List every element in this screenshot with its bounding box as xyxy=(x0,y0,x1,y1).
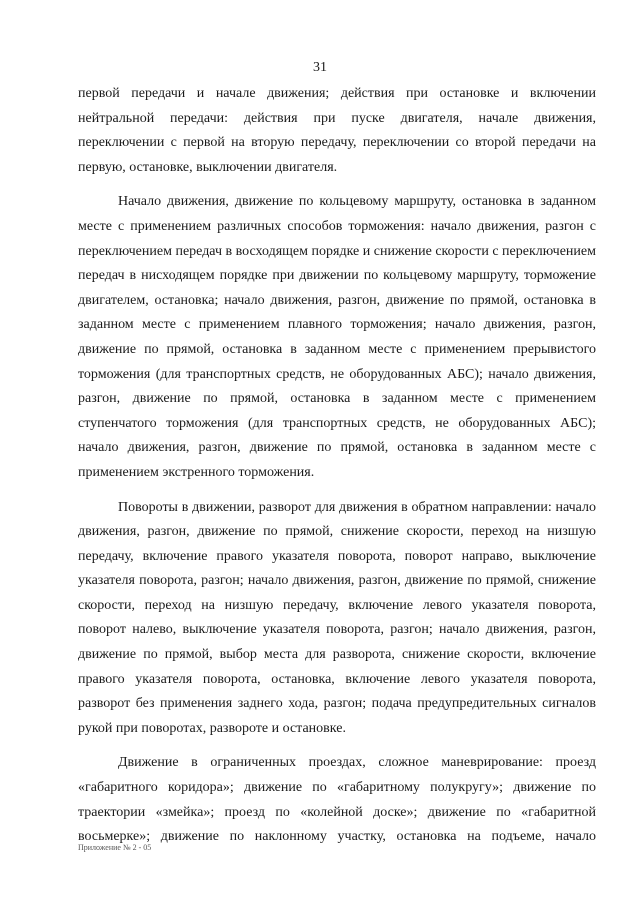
page-number: 31 xyxy=(313,60,327,75)
footer-note: Приложение № 2 - 05 xyxy=(78,843,152,852)
paragraph-braking: Начало движения, движение по кольцевому маршруту, остановка в заданном месте с применением различных способов торможения: начало движения, разгон с переключением передач в восходящем порядке и снижение скорости с переключением передач в нисходящем порядке при движении по кольцевому маршруту, торможение двигателем, остановка; начало движения, разгон, движение по прямой, остановка в заданном месте с применением плавного торможения; начало движения, разгон, движение по прямой, остановка в заданном месте с применением прерывистого торможения (для транспортных средств, не оборудованных АБС); начало движения, разгон, движение по прямой, остановка в заданном месте с применением ступенчатого торможения (для транспортных средств, не оборудованных АБС); начало движения, разгон, движение по прямой, остановка в заданном месте с применением экстренного торможения. xyxy=(78,194,596,480)
document-body xyxy=(78,82,596,850)
paragraph-gear-shifting: первой передачи и начале движения; действия при остановке и включении нейтральной передачи: действия при пуске двигателя, начале движения, переключении с первой на вторую передачу, переключении со второй передачи на первую, остановке, выключении двигателя. xyxy=(78,86,596,175)
paragraph-turns: Повороты в движении, разворот для движения в обратном направлении: начало движения, разгон, движение по прямой, снижение скорости, переход на низшую передачу, включение правого указателя поворота, поворот направо, выключение указателя поворота, разгон; начало движения, разгон, движение по прямой, снижение скорости, переход на низшую передачу, включение левого указателя поворота, поворот налево, выключение указателя поворота, разгон; начало движения, разгон, движение по прямой, выбор места для разворота, снижение скорости, включение правого указателя поворота, остановка, включение левого указателя поворота, разворот без применения заднего хода, разгон; подача предупредительных сигналов рукой при поворотах, развороте и остановке. xyxy=(78,499,596,736)
paragraph-maneuvering: Движение в ограниченных проездах, сложное маневрирование: проезд «габаритного коридора»; движение по «габаритному полукругу»; движение по траектории «змейка»; проезд по «колейной доске»; движение по «габаритной восьмерке»; движение по наклонному участку, остановка на подъеме, начало xyxy=(78,755,596,845)
